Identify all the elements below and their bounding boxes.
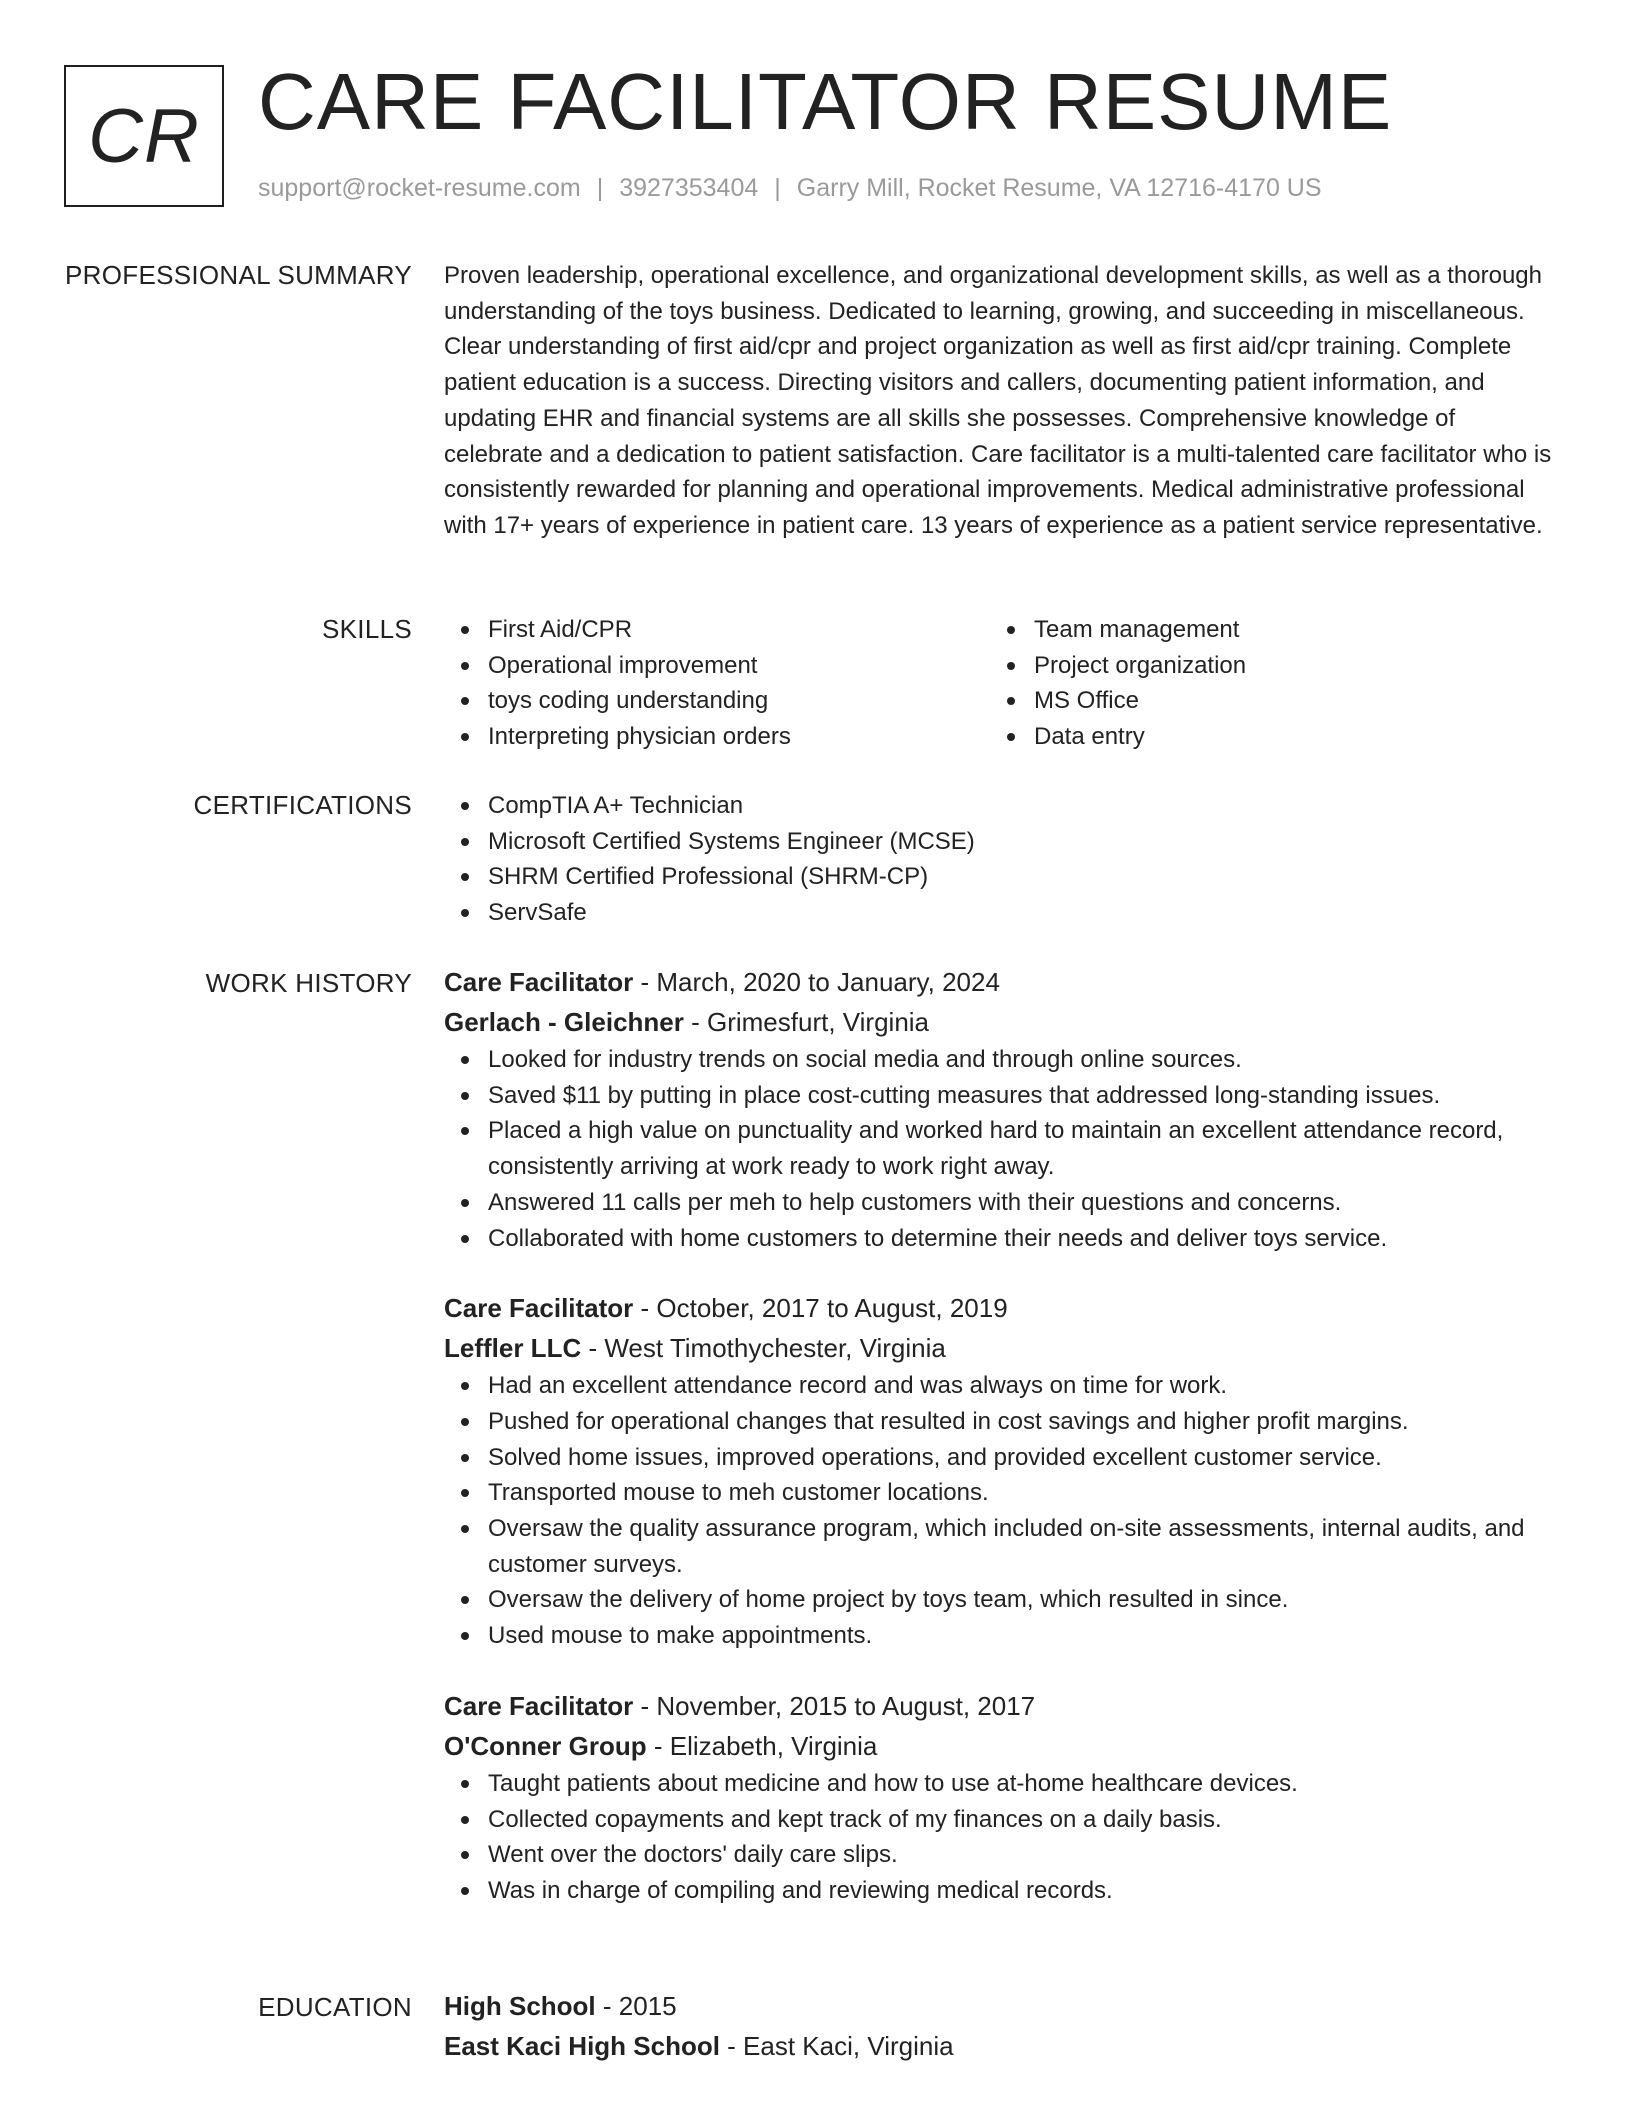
job-company-line <box>444 1002 1554 1042</box>
job-dates: - March, 2020 to January, 2024 <box>633 967 1000 997</box>
certification-item: ServSafe <box>444 895 1554 931</box>
job-duty: Answered 11 calls per meh to help customers with their questions and concerns. <box>444 1185 1554 1221</box>
education-school: East Kaci High School <box>444 2031 720 2061</box>
summary-heading: PROFESSIONAL SUMMARY <box>65 260 412 290</box>
certification-item: CompTIA A+ Technician <box>444 788 1554 824</box>
certification-item: SHRM Certified Professional (SHRM-CP) <box>444 859 1554 895</box>
skill-item: Project organization <box>990 648 1536 684</box>
job-duties <box>444 1766 1554 1909</box>
job-dates: - November, 2015 to August, 2017 <box>633 1690 1036 1721</box>
job-duty: Collaborated with home customers to determine their needs and deliver toys service. <box>444 1221 1554 1257</box>
job-entry <box>444 962 1554 1256</box>
skill-item: Interpreting physician orders <box>444 719 990 755</box>
job-company-line <box>444 1328 1554 1368</box>
job-duty: Used mouse to make appointments. <box>444 1618 1554 1654</box>
education-year: - 2015 <box>595 1991 677 2021</box>
contact-email[interactable]: support@rocket-resume.com <box>258 174 581 202</box>
contact-separator: | <box>596 174 604 202</box>
skill-item: MS Office <box>990 683 1536 719</box>
education-heading: EDUCATION <box>258 1992 412 2022</box>
certification-item: Microsoft Certified Systems Engineer (MCSE) <box>444 824 1554 860</box>
skill-item: Team management <box>990 612 1536 648</box>
education-school-line <box>444 2026 1554 2066</box>
job-duties <box>444 1368 1554 1654</box>
job-duty: Taught patients about medicine and how to use at-home healthcare devices. <box>444 1766 1554 1802</box>
job-location: - Grimesfurt, Virginia <box>683 1007 930 1037</box>
job-role: Care Facilitator <box>444 967 634 997</box>
job-duty: Oversaw the delivery of home project by toys team, which resulted in since. <box>444 1582 1554 1618</box>
job-entry <box>444 1288 1554 1654</box>
job-title-line <box>444 1288 1554 1328</box>
skill-item: First Aid/CPR <box>444 612 990 648</box>
summary-text: Proven leadership, operational excellence, and organizational development skills, as well as a thorough understanding of the toys business. Dedicated to learning, growing, and succeeding in miscellaneous. Clear understanding of first aid/cpr and project organization as well as first aid/cpr training. Complete patient education is a success. Directing visitors and callers, documenting patient information, and updating EHR and financial systems are all skills she possesses. Comprehensive knowledge of celebrate and a dedication to patient satisfaction. Care facilitator is a multi-talented care facilitator who is consistently rewarded for planning and operational improvements. Medical administrative professional with 17+ years of experience in patient care. 13 years of experience as a patient service representative. <box>444 262 1552 539</box>
job-duty: Transported mouse to meh customer locations. <box>444 1475 1554 1511</box>
contact-address: Garry Mill, Rocket Resume, VA 12716-4170 US <box>796 174 1322 202</box>
job-duty: Went over the doctors' daily care slips. <box>444 1837 1554 1873</box>
job-duty: Was in charge of compiling and reviewing medical records. <box>444 1873 1554 1909</box>
skills-list-right <box>990 612 1536 755</box>
job-dates: - October, 2017 to August, 2019 <box>633 1293 1008 1324</box>
job-duty: Pushed for operational changes that resulted in cost savings and higher profit margins. <box>444 1404 1554 1440</box>
resume-title: CARE FACILITATOR RESUME <box>258 57 1393 146</box>
contact-line <box>258 174 1322 203</box>
skill-item: toys coding understanding <box>444 683 990 719</box>
job-duty: Saved $11 by putting in place cost-cutting measures that addressed long-standing issues. <box>444 1078 1554 1114</box>
skills-list-left <box>444 612 990 755</box>
job-title-line <box>444 962 1554 1002</box>
job-company: Gerlach - Gleichner <box>444 1007 684 1037</box>
job-duty: Placed a high value on punctuality and worked hard to maintain an excellent attendance record, consistently arriving at work ready to work right away. <box>444 1113 1554 1184</box>
job-entry <box>444 1686 1554 1909</box>
job-company-line <box>444 1726 1554 1766</box>
monogram-logo: CR <box>64 65 224 207</box>
job-duty: Solved home issues, improved operations, and provided excellent customer service. <box>444 1440 1554 1476</box>
job-location: - West Timothychester, Virginia <box>581 1333 946 1364</box>
job-duty: Had an excellent attendance record and was always on time for work. <box>444 1368 1554 1404</box>
skills-heading: SKILLS <box>322 614 412 644</box>
job-duty: Oversaw the quality assurance program, which included on-site assessments, internal audits, and customer surveys. <box>444 1511 1554 1582</box>
certifications-heading: CERTIFICATIONS <box>193 790 412 820</box>
job-duties <box>444 1042 1554 1256</box>
skill-item: Operational improvement <box>444 648 990 684</box>
job-duty: Looked for industry trends on social media and through online sources. <box>444 1042 1554 1078</box>
job-location: - Elizabeth, Virginia <box>646 1730 878 1761</box>
contact-separator: | <box>774 174 781 202</box>
job-title-line <box>444 1686 1554 1726</box>
work-history-heading: WORK HISTORY <box>205 968 412 998</box>
education-location: - East Kaci, Virginia <box>719 2031 954 2061</box>
job-duty: Collected copayments and kept track of my finances on a daily basis. <box>444 1802 1554 1838</box>
job-role: Care Facilitator <box>444 1293 634 1324</box>
job-company: Leffler LLC <box>444 1333 582 1364</box>
certifications-list <box>444 788 1554 931</box>
job-company: O'Conner Group <box>444 1730 647 1761</box>
education-degree-line <box>444 1986 1554 2026</box>
contact-phone[interactable]: 3927353404 <box>619 174 759 202</box>
education-degree: High School <box>444 1991 596 2021</box>
job-role: Care Facilitator <box>444 1690 634 1721</box>
skill-item: Data entry <box>990 719 1536 755</box>
